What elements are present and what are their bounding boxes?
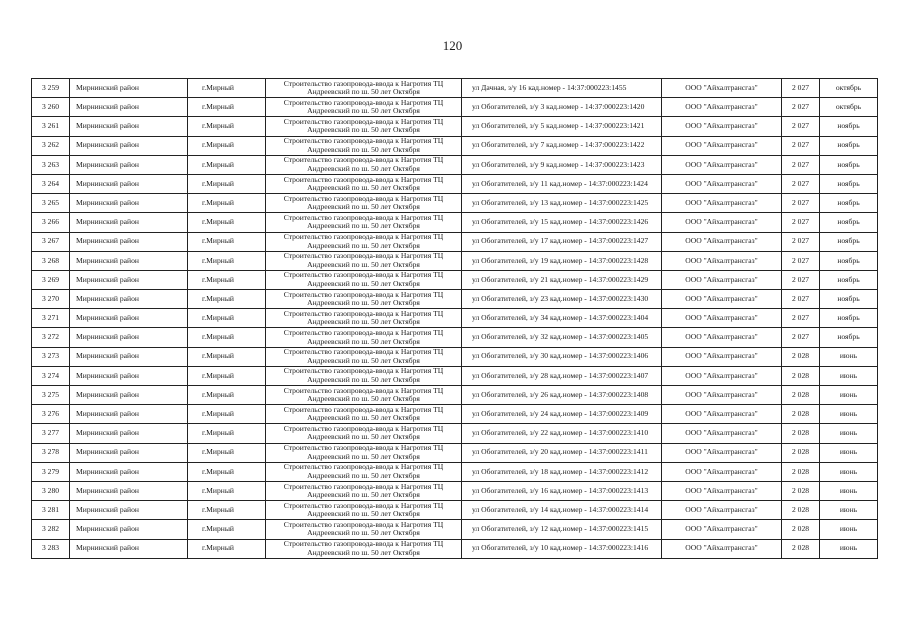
gas-pipeline-table xyxy=(31,78,878,559)
month-cell: ноябрь xyxy=(820,270,878,289)
address-cell: ул Обогатителей, з/у 10 кад.номер - 14:37:000223:1416 xyxy=(462,539,662,558)
year-cell: 2 027 xyxy=(782,309,820,328)
month-cell: июнь xyxy=(820,501,878,520)
month-cell: ноябрь xyxy=(820,232,878,251)
month-cell: октябрь xyxy=(820,79,878,98)
row-number: 3 270 xyxy=(32,290,70,309)
district-cell: Мирнинский район xyxy=(70,117,188,136)
month-cell: июнь xyxy=(820,405,878,424)
object-cell: Строительство газопровода-ввода к Нагротия ТЦ Андреевский по ш. 50 лет Октября xyxy=(266,194,462,213)
organization-cell: ООО "Айхалтрансгаз" xyxy=(662,386,782,405)
row-number: 3 259 xyxy=(32,79,70,98)
organization-cell: ООО "Айхалтрансгаз" xyxy=(662,174,782,193)
table-row xyxy=(32,443,878,462)
district-cell: Мирнинский район xyxy=(70,155,188,174)
address-cell: ул Обогатителей, з/у 20 кад.номер - 14:37:000223:1411 xyxy=(462,443,662,462)
organization-cell: ООО "Айхалтрансгаз" xyxy=(662,366,782,385)
table-row xyxy=(32,194,878,213)
city-cell: г.Мирный xyxy=(188,117,266,136)
object-cell: Строительство газопровода-ввода к Нагротия ТЦ Андреевский по ш. 50 лет Октября xyxy=(266,481,462,500)
address-cell: ул Обогатителей, з/у 26 кад.номер - 14:37:000223:1408 xyxy=(462,386,662,405)
month-cell: июнь xyxy=(820,443,878,462)
district-cell: Мирнинский район xyxy=(70,232,188,251)
city-cell: г.Мирный xyxy=(188,309,266,328)
row-number: 3 266 xyxy=(32,213,70,232)
month-cell: ноябрь xyxy=(820,136,878,155)
city-cell: г.Мирный xyxy=(188,405,266,424)
year-cell: 2 028 xyxy=(782,462,820,481)
month-cell: ноябрь xyxy=(820,117,878,136)
table-row xyxy=(32,270,878,289)
object-cell: Строительство газопровода-ввода к Нагротия ТЦ Андреевский по ш. 50 лет Октября xyxy=(266,98,462,117)
city-cell: г.Мирный xyxy=(188,501,266,520)
table-row xyxy=(32,98,878,117)
year-cell: 2 027 xyxy=(782,98,820,117)
table-row xyxy=(32,251,878,270)
city-cell: г.Мирный xyxy=(188,136,266,155)
year-cell: 2 027 xyxy=(782,79,820,98)
table-row xyxy=(32,501,878,520)
city-cell: г.Мирный xyxy=(188,174,266,193)
month-cell: ноябрь xyxy=(820,194,878,213)
city-cell: г.Мирный xyxy=(188,539,266,558)
city-cell: г.Мирный xyxy=(188,290,266,309)
organization-cell: ООО "Айхалтрансгаз" xyxy=(662,251,782,270)
month-cell: ноябрь xyxy=(820,213,878,232)
district-cell: Мирнинский район xyxy=(70,136,188,155)
organization-cell: ООО "Айхалтрансгаз" xyxy=(662,347,782,366)
object-cell: Строительство газопровода-ввода к Нагротия ТЦ Андреевский по ш. 50 лет Октября xyxy=(266,347,462,366)
object-cell: Строительство газопровода-ввода к Нагротия ТЦ Андреевский по ш. 50 лет Октября xyxy=(266,155,462,174)
city-cell: г.Мирный xyxy=(188,347,266,366)
object-cell: Строительство газопровода-ввода к Нагротия ТЦ Андреевский по ш. 50 лет Октября xyxy=(266,290,462,309)
district-cell: Мирнинский район xyxy=(70,174,188,193)
city-cell: г.Мирный xyxy=(188,79,266,98)
year-cell: 2 028 xyxy=(782,539,820,558)
month-cell: июнь xyxy=(820,347,878,366)
row-number: 3 274 xyxy=(32,366,70,385)
month-cell: ноябрь xyxy=(820,290,878,309)
city-cell: г.Мирный xyxy=(188,270,266,289)
table-row xyxy=(32,136,878,155)
row-number: 3 271 xyxy=(32,309,70,328)
row-number: 3 263 xyxy=(32,155,70,174)
row-number: 3 276 xyxy=(32,405,70,424)
organization-cell: ООО "Айхалтрансгаз" xyxy=(662,136,782,155)
year-cell: 2 028 xyxy=(782,347,820,366)
year-cell: 2 027 xyxy=(782,232,820,251)
year-cell: 2 027 xyxy=(782,136,820,155)
row-number: 3 268 xyxy=(32,251,70,270)
district-cell: Мирнинский район xyxy=(70,290,188,309)
organization-cell: ООО "Айхалтрансгаз" xyxy=(662,213,782,232)
object-cell: Строительство газопровода-ввода к Нагротия ТЦ Андреевский по ш. 50 лет Октября xyxy=(266,251,462,270)
row-number: 3 264 xyxy=(32,174,70,193)
city-cell: г.Мирный xyxy=(188,366,266,385)
row-number: 3 262 xyxy=(32,136,70,155)
organization-cell: ООО "Айхалтрансгаз" xyxy=(662,309,782,328)
organization-cell: ООО "Айхалтрансгаз" xyxy=(662,520,782,539)
object-cell: Строительство газопровода-ввода к Нагротия ТЦ Андреевский по ш. 50 лет Октября xyxy=(266,328,462,347)
district-cell: Мирнинский район xyxy=(70,443,188,462)
address-cell: ул Обогатителей, з/у 15 кад.номер - 14:37:000223:1426 xyxy=(462,213,662,232)
organization-cell: ООО "Айхалтрансгаз" xyxy=(662,539,782,558)
address-cell: ул Обогатителей, з/у 18 кад.номер - 14:37:000223:1412 xyxy=(462,462,662,481)
city-cell: г.Мирный xyxy=(188,443,266,462)
table-row xyxy=(32,290,878,309)
address-cell: ул Обогатителей, з/у 30 кад.номер - 14:37:000223:1406 xyxy=(462,347,662,366)
address-cell: ул Обогатителей, з/у 17 кад.номер - 14:37:000223:1427 xyxy=(462,232,662,251)
object-cell: Строительство газопровода-ввода к Нагротия ТЦ Андреевский по ш. 50 лет Октября xyxy=(266,270,462,289)
city-cell: г.Мирный xyxy=(188,194,266,213)
row-number: 3 261 xyxy=(32,117,70,136)
district-cell: Мирнинский район xyxy=(70,386,188,405)
district-cell: Мирнинский район xyxy=(70,98,188,117)
organization-cell: ООО "Айхалтрансгаз" xyxy=(662,98,782,117)
organization-cell: ООО "Айхалтрансгаз" xyxy=(662,328,782,347)
address-cell: ул Обогатителей, з/у 9 кад.номер - 14:37:000223:1423 xyxy=(462,155,662,174)
organization-cell: ООО "Айхалтрансгаз" xyxy=(662,270,782,289)
row-number: 3 269 xyxy=(32,270,70,289)
year-cell: 2 027 xyxy=(782,328,820,347)
row-number: 3 273 xyxy=(32,347,70,366)
city-cell: г.Мирный xyxy=(188,462,266,481)
table-row xyxy=(32,232,878,251)
address-cell: ул Обогатителей, з/у 13 кад.номер - 14:37:000223:1425 xyxy=(462,194,662,213)
table-body xyxy=(32,79,878,559)
city-cell: г.Мирный xyxy=(188,155,266,174)
district-cell: Мирнинский район xyxy=(70,424,188,443)
month-cell: июнь xyxy=(820,366,878,385)
object-cell: Строительство газопровода-ввода к Нагротия ТЦ Андреевский по ш. 50 лет Октября xyxy=(266,462,462,481)
table-row xyxy=(32,328,878,347)
address-cell: ул Обогатителей, з/у 34 кад.номер - 14:37:000223:1404 xyxy=(462,309,662,328)
month-cell: октябрь xyxy=(820,98,878,117)
year-cell: 2 028 xyxy=(782,481,820,500)
object-cell: Строительство газопровода-ввода к Нагротия ТЦ Андреевский по ш. 50 лет Октября xyxy=(266,309,462,328)
year-cell: 2 027 xyxy=(782,213,820,232)
table-row xyxy=(32,117,878,136)
city-cell: г.Мирный xyxy=(188,213,266,232)
district-cell: Мирнинский район xyxy=(70,462,188,481)
table-row xyxy=(32,79,878,98)
organization-cell: ООО "Айхалтрансгаз" xyxy=(662,462,782,481)
year-cell: 2 028 xyxy=(782,366,820,385)
month-cell: ноябрь xyxy=(820,174,878,193)
year-cell: 2 027 xyxy=(782,290,820,309)
address-cell: ул Обогатителей, з/у 11 кад.номер - 14:37:000223:1424 xyxy=(462,174,662,193)
object-cell: Строительство газопровода-ввода к Нагротия ТЦ Андреевский по ш. 50 лет Октября xyxy=(266,117,462,136)
year-cell: 2 028 xyxy=(782,520,820,539)
object-cell: Строительство газопровода-ввода к Нагротия ТЦ Андреевский по ш. 50 лет Октября xyxy=(266,366,462,385)
month-cell: ноябрь xyxy=(820,155,878,174)
city-cell: г.Мирный xyxy=(188,424,266,443)
row-number: 3 272 xyxy=(32,328,70,347)
month-cell: июнь xyxy=(820,424,878,443)
year-cell: 2 027 xyxy=(782,155,820,174)
organization-cell: ООО "Айхалтрансгаз" xyxy=(662,155,782,174)
table-row xyxy=(32,405,878,424)
month-cell: июнь xyxy=(820,386,878,405)
district-cell: Мирнинский район xyxy=(70,328,188,347)
city-cell: г.Мирный xyxy=(188,386,266,405)
table-row xyxy=(32,462,878,481)
object-cell: Строительство газопровода-ввода к Нагротия ТЦ Андреевский по ш. 50 лет Октября xyxy=(266,405,462,424)
object-cell: Строительство газопровода-ввода к Нагротия ТЦ Андреевский по ш. 50 лет Октября xyxy=(266,232,462,251)
table-row xyxy=(32,366,878,385)
month-cell: июнь xyxy=(820,462,878,481)
address-cell: ул Обогатителей, з/у 5 кад.номер - 14:37:000223:1421 xyxy=(462,117,662,136)
year-cell: 2 028 xyxy=(782,386,820,405)
organization-cell: ООО "Айхалтрансгаз" xyxy=(662,290,782,309)
district-cell: Мирнинский район xyxy=(70,520,188,539)
row-number: 3 277 xyxy=(32,424,70,443)
object-cell: Строительство газопровода-ввода к Нагротия ТЦ Андреевский по ш. 50 лет Октября xyxy=(266,213,462,232)
year-cell: 2 027 xyxy=(782,194,820,213)
row-number: 3 265 xyxy=(32,194,70,213)
month-cell: ноябрь xyxy=(820,251,878,270)
address-cell: ул Обогатителей, з/у 32 кад.номер - 14:37:000223:1405 xyxy=(462,328,662,347)
district-cell: Мирнинский район xyxy=(70,270,188,289)
district-cell: Мирнинский район xyxy=(70,79,188,98)
object-cell: Строительство газопровода-ввода к Нагротия ТЦ Андреевский по ш. 50 лет Октября xyxy=(266,443,462,462)
district-cell: Мирнинский район xyxy=(70,194,188,213)
month-cell: июнь xyxy=(820,539,878,558)
address-cell: ул Обогатителей, з/у 28 кад.номер - 14:37:000223:1407 xyxy=(462,366,662,385)
city-cell: г.Мирный xyxy=(188,481,266,500)
address-cell: ул Обогатителей, з/у 16 кад.номер - 14:37:000223:1413 xyxy=(462,481,662,500)
address-cell: ул Обогатителей, з/у 7 кад.номер - 14:37:000223:1422 xyxy=(462,136,662,155)
organization-cell: ООО "Айхалтрансгаз" xyxy=(662,405,782,424)
table-row xyxy=(32,481,878,500)
district-cell: Мирнинский район xyxy=(70,366,188,385)
row-number: 3 281 xyxy=(32,501,70,520)
year-cell: 2 027 xyxy=(782,174,820,193)
year-cell: 2 028 xyxy=(782,405,820,424)
month-cell: ноябрь xyxy=(820,309,878,328)
table-row xyxy=(32,309,878,328)
city-cell: г.Мирный xyxy=(188,328,266,347)
year-cell: 2 028 xyxy=(782,424,820,443)
month-cell: ноябрь xyxy=(820,328,878,347)
district-cell: Мирнинский район xyxy=(70,405,188,424)
year-cell: 2 027 xyxy=(782,117,820,136)
object-cell: Строительство газопровода-ввода к Нагротия ТЦ Андреевский по ш. 50 лет Октября xyxy=(266,386,462,405)
row-number: 3 260 xyxy=(32,98,70,117)
organization-cell: ООО "Айхалтрансгаз" xyxy=(662,501,782,520)
address-cell: ул Обогатителей, з/у 3 кад.номер - 14:37:000223:1420 xyxy=(462,98,662,117)
table-row xyxy=(32,347,878,366)
table-row xyxy=(32,539,878,558)
address-cell: ул Обогатителей, з/у 19 кад.номер - 14:37:000223:1428 xyxy=(462,251,662,270)
city-cell: г.Мирный xyxy=(188,251,266,270)
address-cell: ул Обогатителей, з/у 22 кад.номер - 14:37:000223:1410 xyxy=(462,424,662,443)
year-cell: 2 028 xyxy=(782,501,820,520)
row-number: 3 279 xyxy=(32,462,70,481)
district-cell: Мирнинский район xyxy=(70,501,188,520)
object-cell: Строительство газопровода-ввода к Нагротия ТЦ Андреевский по ш. 50 лет Октября xyxy=(266,174,462,193)
month-cell: июнь xyxy=(820,481,878,500)
address-cell: ул Обогатителей, з/у 21 кад.номер - 14:37:000223:1429 xyxy=(462,270,662,289)
row-number: 3 282 xyxy=(32,520,70,539)
organization-cell: ООО "Айхалтрансгаз" xyxy=(662,443,782,462)
organization-cell: ООО "Айхалтрансгаз" xyxy=(662,79,782,98)
district-cell: Мирнинский район xyxy=(70,539,188,558)
district-cell: Мирнинский район xyxy=(70,213,188,232)
organization-cell: ООО "Айхалтрансгаз" xyxy=(662,117,782,136)
object-cell: Строительство газопровода-ввода к Нагротия ТЦ Андреевский по ш. 50 лет Октября xyxy=(266,79,462,98)
table-row xyxy=(32,174,878,193)
year-cell: 2 027 xyxy=(782,270,820,289)
row-number: 3 283 xyxy=(32,539,70,558)
table-row xyxy=(32,424,878,443)
table-row xyxy=(32,213,878,232)
city-cell: г.Мирный xyxy=(188,98,266,117)
month-cell: июнь xyxy=(820,520,878,539)
district-cell: Мирнинский район xyxy=(70,481,188,500)
address-cell: ул Обогатителей, з/у 23 кад.номер - 14:37:000223:1430 xyxy=(462,290,662,309)
city-cell: г.Мирный xyxy=(188,232,266,251)
row-number: 3 280 xyxy=(32,481,70,500)
organization-cell: ООО "Айхалтрансгаз" xyxy=(662,424,782,443)
address-cell: ул Обогатителей, з/у 12 кад.номер - 14:37:000223:1415 xyxy=(462,520,662,539)
object-cell: Строительство газопровода-ввода к Нагротия ТЦ Андреевский по ш. 50 лет Октября xyxy=(266,501,462,520)
object-cell: Строительство газопровода-ввода к Нагротия ТЦ Андреевский по ш. 50 лет Октября xyxy=(266,424,462,443)
district-cell: Мирнинский район xyxy=(70,309,188,328)
organization-cell: ООО "Айхалтрансгаз" xyxy=(662,232,782,251)
city-cell: г.Мирный xyxy=(188,520,266,539)
address-cell: ул Обогатителей, з/у 14 кад.номер - 14:37:000223:1414 xyxy=(462,501,662,520)
district-cell: Мирнинский район xyxy=(70,251,188,270)
table-row xyxy=(32,520,878,539)
organization-cell: ООО "Айхалтрансгаз" xyxy=(662,481,782,500)
address-cell: ул Дачная, з/у 16 кад.номер - 14:37:000223:1455 xyxy=(462,79,662,98)
table-row xyxy=(32,386,878,405)
organization-cell: ООО "Айхалтрансгаз" xyxy=(662,194,782,213)
row-number: 3 275 xyxy=(32,386,70,405)
page-number: 120 xyxy=(442,38,463,53)
row-number: 3 267 xyxy=(32,232,70,251)
table-row xyxy=(32,155,878,174)
object-cell: Строительство газопровода-ввода к Нагротия ТЦ Андреевский по ш. 50 лет Октября xyxy=(266,539,462,558)
object-cell: Строительство газопровода-ввода к Нагротия ТЦ Андреевский по ш. 50 лет Октября xyxy=(266,520,462,539)
address-cell: ул Обогатителей, з/у 24 кад.номер - 14:37:000223:1409 xyxy=(462,405,662,424)
row-number: 3 278 xyxy=(32,443,70,462)
year-cell: 2 028 xyxy=(782,443,820,462)
object-cell: Строительство газопровода-ввода к Нагротия ТЦ Андреевский по ш. 50 лет Октября xyxy=(266,136,462,155)
district-cell: Мирнинский район xyxy=(70,347,188,366)
year-cell: 2 027 xyxy=(782,251,820,270)
